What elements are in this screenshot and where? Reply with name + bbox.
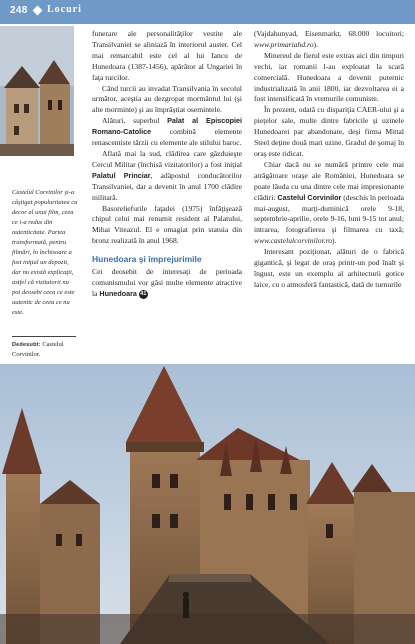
paragraph: Când turcii au invadat Transilvania în secolul următor, aceştia au dezgropat mormântul lui (şi alte morminte) şi au împrăştiat osemintele. [92, 83, 242, 115]
section-title: Locuri [47, 4, 82, 15]
castle-photo [0, 364, 415, 644]
side-photo-caption: Castelul Corvinilor şi-a câştigat popularitatea ca decor al unui film, ceea ce i-a redus din autenticitate. Partea transformată, pentru filmări, în închisoare a fost iniţial un depozit, dar nu există explicaţii, astfel că vizitatorii nu pot deosebi ceea ce este autentic de ceea ce nu este. [12, 189, 78, 316]
section-heading: Hunedoara şi împrejurimile [92, 254, 202, 265]
caption-divider [12, 336, 76, 337]
place-name: Palat al Episcopiei Romano-Catolice [92, 116, 242, 137]
map-reference-icon: 41 [140, 290, 147, 297]
paragraph: Basoreliefurile faţadei (1975) înfăţişează chipul celui mai renumit resident al Palatului, Mihai Viteazul. El e omagiat prin statuia din bronz realizată în anul 1968. [92, 203, 242, 246]
paragraph: Minereul de fierul este extras aici din timpuri vechi, iar romanii l-au exploatat la scară comercială. Hunedoara a devenit puternic industrializată în anii 1800, iar dezvoltarea ei a fost intensificată în vremurile comuniste. [254, 50, 404, 104]
caption-text: Castelul Corvinilor. [12, 341, 64, 358]
paragraph: Chiar dacă nu se numără printre cele mai atrăgătoare oraşe ale României, Hunedoara se poate lăuda cu una dintre cele mai impresionante clădiri: Castelul Corvinilor (deschis în perioada mai-august, marţi-duminică orele 9-18, septembrie-aprilie, orele 9-16, luni 9-15 tot anul; intrarea, fotografierea şi filmarea cu taxă; www.castelulcorvinilor.ro). [254, 159, 404, 246]
paragraph: Interesant poziţionat, alături de o fabrică gigantică, şi legat de oraş printr-un pod înalt şi îngust, este un exemplu al arhitecturii gotice laice, cu o atmosferă fantastică, dată de turnurile [254, 247, 404, 289]
side-photo [0, 26, 74, 156]
text-column-right [254, 29, 404, 291]
place-name: Palatul Princiar [92, 170, 151, 180]
paragraph: Aflată mai la sud, clădirea care găzduieşte Cercul Militar (închisă vizitatorilor) a fost iniţial Palatul Princiar, adăpostul conducătorilor Transilvaniei, dar a devenit în anul 1700 clădire militară. [92, 148, 242, 202]
website-link[interactable]: www.primariahd.ro [254, 39, 314, 49]
paragraph: Alături, superbul Palat al Episcopiei Romano-Catolice combină elemente renascentiste târzii cu elemente ale stilului baroc. [92, 116, 242, 148]
place-name: Hunedoara [99, 288, 137, 298]
caption-label: Dedesubt: [12, 342, 41, 348]
main-photo-caption [12, 340, 78, 360]
website-link[interactable]: www.castelulcorvinilor.ro [254, 236, 333, 246]
page-number: 248 [10, 5, 28, 16]
paragraph: (Vajdahunyad, Eisenmarkt, 68.000 locuitori; www.primariahd.ro). [254, 29, 404, 49]
paragraph: funerare ale personalităţilor vestite ale Transilvaniei se aliniază în interiorul auster. Cel mai remarcabil este cel al lui Iancu de Hunedoara (1387-1456), apărător al Ungariei în faţa turcilor. [92, 29, 242, 82]
paragraph: În prezent, odată cu dispariţia CAER-ului şi a pieţelor sale, multe dintre fabricile şi uzinele Hunedoarei par abandonate, deşi firma Mittal Steel deţine două mari uzine. Gradul de şomaj în oraş este ridicat. [254, 105, 404, 158]
diamond-icon [33, 6, 43, 16]
paragraph: Cei deosebit de interesaţi de perioada comunismului vor găsi multe elemente atractive la Hunedoara 41 [92, 267, 242, 298]
text-column-middle [92, 29, 242, 300]
place-name: Castelul Corvinilor [277, 192, 342, 202]
running-header [0, 0, 415, 24]
